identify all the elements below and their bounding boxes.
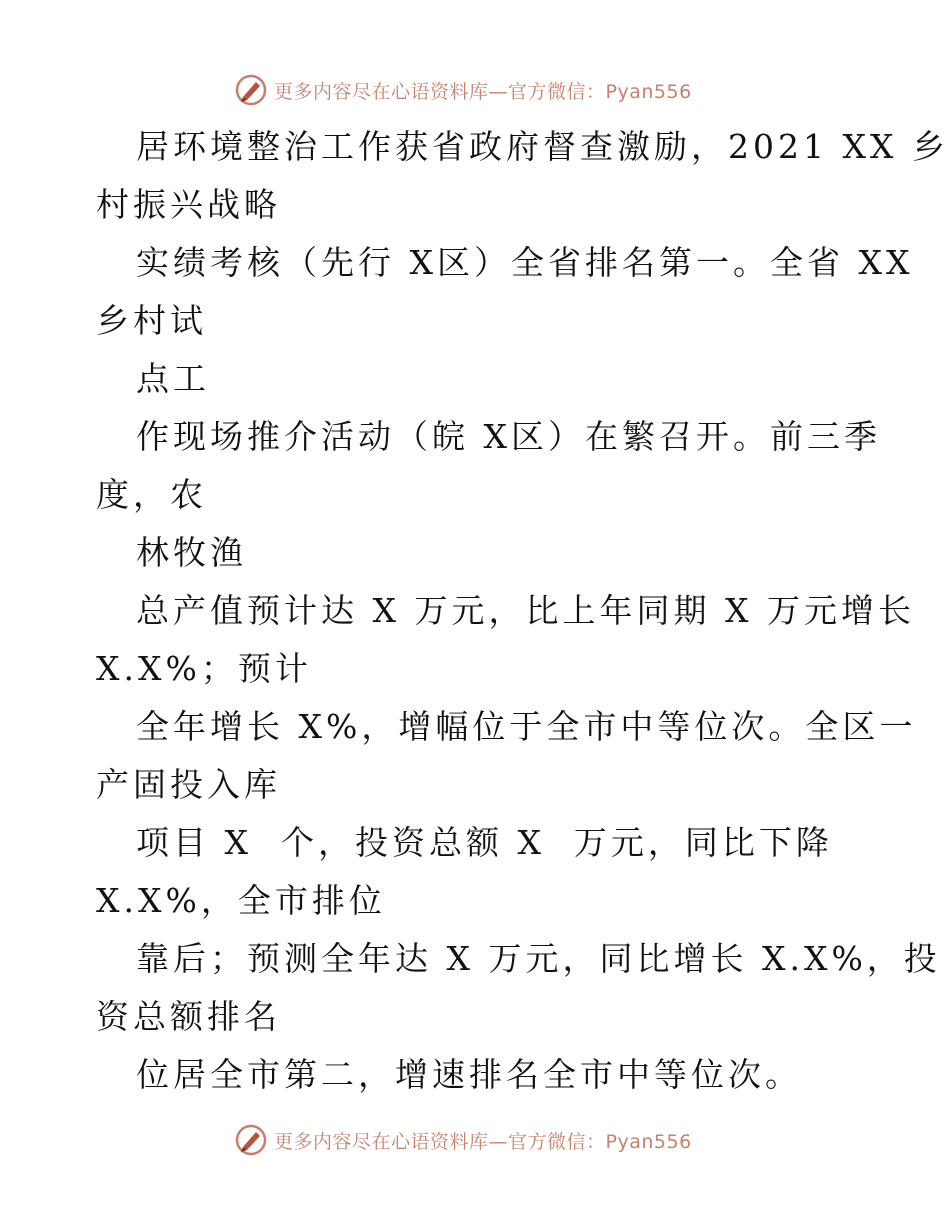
footer-watermark [234,1122,692,1158]
body-text-line: 总产值预计达 X 万元，比上年同期 X 万元增长 [136,591,915,630]
body-text-line: 作现场推介活动（皖 X区）在繁召开。前三季 [136,417,881,456]
body-text-line: 林牧渔 [136,533,247,572]
header-watermark [234,72,692,108]
watermark-text: 更多内容尽在心语资料库—官方微信：Pyan556 [274,1130,692,1153]
body-text-line: 实绩考核（先行 X区）全省排名第一。全省 XX [136,243,914,282]
watermark-text: 更多内容尽在心语资料库—官方微信：Pyan556 [274,80,692,103]
body-text-line: 村振兴战略 [96,185,281,224]
body-text-line: 度，农 [96,475,207,514]
body-text-line: 居环境整治工作获省政府督查激励，2021 XX 乡 [136,127,949,166]
body-text-line: 点工 [136,359,210,398]
document-body [96,118,949,1104]
body-text-line: X.X%，全市排位 [96,881,386,920]
body-text-line: 乡村试 [96,301,207,340]
body-text-line: 全年增长 X%，增幅位于全市中等位次。全区一 [136,707,917,746]
body-text-line: 项目 X 个，投资总额 X 万元，同比下降 [136,823,833,862]
body-text-line: 资总额排名 [96,997,281,1036]
body-text-line: 靠后；预测全年达 X 万元，同比增长 X.X%，投 [136,939,941,978]
body-text-line: 产固投入库 [96,765,281,804]
body-text-line: X.X%；预计 [96,649,312,688]
pen-circle-logo-icon [234,73,268,107]
pen-circle-logo-icon [234,1123,268,1157]
body-text-line: 位居全市第二，增速排名全市中等位次。 [136,1055,802,1094]
